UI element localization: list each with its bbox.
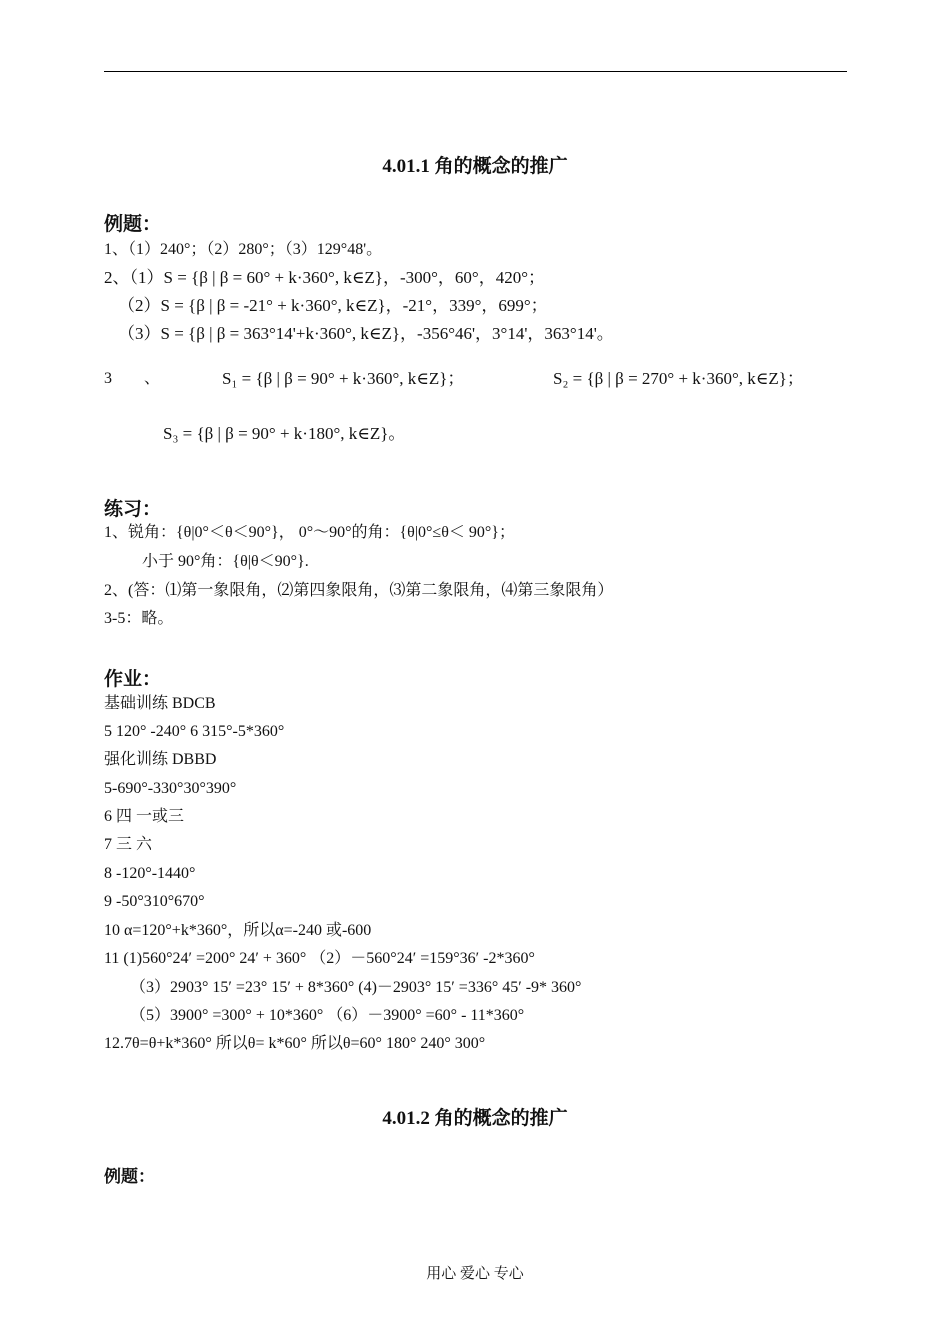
homework-heading: 作业：	[104, 669, 162, 690]
practice-3: 3-5：略。	[104, 610, 174, 627]
examples-heading-2: 例题：	[104, 1167, 155, 1186]
homework-line: 12.7θ=θ+k*360° 所以θ= k*60° 所以θ=60° 180° 240° 300°	[104, 1035, 486, 1052]
homework-line: 基础训练 BDCB	[104, 695, 216, 712]
homework-line: 6 四 一或三	[104, 808, 185, 825]
example-3-s2: S₂ = {β | β = 270° + k·360°, k∈Z}；	[553, 369, 804, 388]
practice-1b: 小于 90°角：{θ|θ＜90°}.	[142, 553, 309, 570]
practice-2: 2、(答：⑴第一象限角，⑵第四象限角，⑶第二象限角，⑷第三象限角）	[104, 582, 614, 599]
practice-1: 1、锐角：{θ|0°＜θ＜90°}， 0°～90°的角：{θ|0°≤θ＜ 90°}；	[104, 524, 515, 541]
example-2-2: （2）S = {β | β = -21° + k·360°, k∈Z}，-21°，339°，699°；	[118, 296, 548, 315]
example-3-label: 3 、	[104, 370, 161, 387]
homework-line: 9 -50°310°670°	[104, 893, 205, 910]
homework-line: 强化训练 DBBD	[104, 751, 217, 768]
homework-line: 5-690°-330°30°390°	[104, 780, 237, 797]
page-footer: 用心 爱心 专心	[426, 1266, 524, 1282]
homework-line: 10 α=120°+k*360°，所以α=-240 或-600	[104, 922, 372, 939]
examples-heading: 例题：	[104, 214, 162, 235]
example-2-1: 2、（1）S = {β | β = 60° + k·360°, k∈Z}，-300°，60°，420°；	[104, 268, 546, 287]
example-3-s3: S₃ = {β | β = 90° + k·180°, k∈Z}。	[163, 424, 406, 443]
header-rule	[104, 71, 847, 72]
homework-line: 11 (1)560°24′ =200° 24′ + 360° （2）－560°24′ =159°36′ -2*360°	[104, 950, 535, 967]
example-1: 1、（1）240°；（2）280°；（3）129°48'。	[104, 241, 383, 258]
practice-heading: 练习：	[104, 499, 162, 520]
section-title-1: 4.01.1 角的概念的推广	[382, 156, 568, 177]
example-3-s1: S₁ = {β | β = 90° + k·360°, k∈Z}；	[222, 369, 465, 388]
homework-line: （5）3900° =300° + 10*360° （6）－3900° =60° - 11*360°	[130, 1007, 525, 1024]
homework-line: 7 三 六	[104, 836, 153, 853]
homework-line: 8 -120°-1440°	[104, 865, 196, 882]
homework-line: 5 120° -240° 6 315°-5*360°	[104, 723, 285, 740]
example-2-3: （3）S = {β | β = 363°14'+k·360°, k∈Z}，-356°46'，3°14'，363°14'。	[118, 324, 614, 343]
section-title-2: 4.01.2 角的概念的推广	[382, 1108, 568, 1129]
homework-line: （3）2903° 15′ =23° 15′ + 8*360° (4)－2903° 15′ =336° 45′ -9* 360°	[130, 979, 582, 996]
